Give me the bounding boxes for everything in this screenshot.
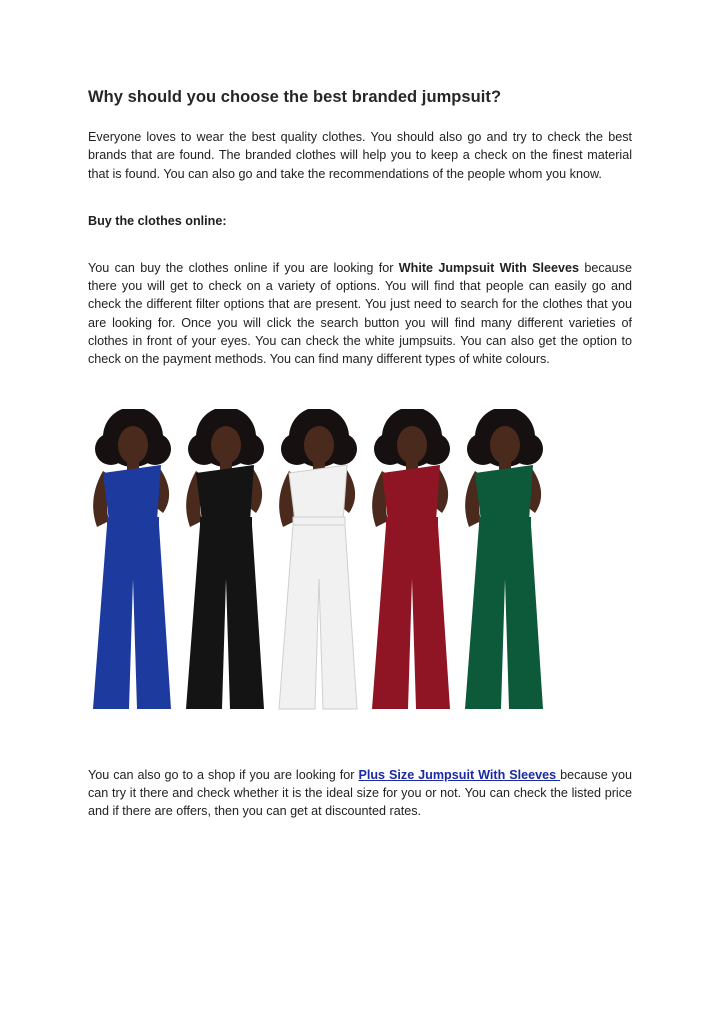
jumpsuit-product-image <box>88 409 568 719</box>
jumpsuit-trousers <box>279 525 357 709</box>
jumpsuit-belt <box>200 517 252 525</box>
model-face <box>490 426 520 464</box>
online-paragraph <box>88 259 632 369</box>
jumpsuit-belt <box>479 517 531 525</box>
shop-text-after: because you can try it there and check whether it is the ideal size for you or not. You can check the listed price and if there are offers, then you can get at discounted rates. <box>88 767 632 819</box>
jumpsuit-belt <box>107 517 159 525</box>
model-figure <box>93 409 171 709</box>
online-bold-keyword: White Jumpsuit With Sleeves <box>398 260 580 275</box>
jumpsuit-trousers <box>186 525 264 709</box>
shop-text-before: You can also go to a shop if you are looking for <box>88 767 359 782</box>
jumpsuit-belt <box>386 517 438 525</box>
online-text-before: You can buy the clothes online if you are looking for <box>88 260 399 275</box>
shop-paragraph <box>88 766 632 821</box>
jumpsuit-trousers <box>372 525 450 709</box>
jumpsuit-belt <box>293 517 345 525</box>
jumpsuit-bodice <box>289 465 347 521</box>
jumpsuit-bodice <box>196 465 254 521</box>
model-figure <box>372 409 450 709</box>
intro-paragraph: Everyone loves to wear the best quality clothes. You should also go and try to check the best brands that are found. The branded clothes will help you to keep a check on the finest material that is found. You can also go and take the recommendations of the people whom you know. <box>88 130 632 181</box>
model-figure <box>279 409 357 709</box>
article-body <box>88 88 632 821</box>
model-face <box>397 426 427 464</box>
online-text-after: because there you will get to check on a variety of options. You will find that people can easily go and check the different filter options that are present. You just need to search for the clothes that you are looking for. Once you will click the search button you will find many different varieties of clothes in front of your eyes. You can check the white jumpsuits. You can also get the option to check on the payment methods. You can find many different types of white colours. <box>88 260 632 367</box>
model-figure <box>465 409 543 709</box>
article-title: Why should you choose the best branded jumpsuit? <box>88 88 502 106</box>
jumpsuit-bodice <box>475 465 533 521</box>
jumpsuit-bodice <box>382 465 440 521</box>
model-face <box>304 426 334 464</box>
jumpsuit-bodice <box>103 465 161 521</box>
jumpsuit-trousers <box>465 525 543 709</box>
five-models-illustration <box>88 409 568 719</box>
model-face <box>211 426 241 464</box>
model-figure <box>186 409 264 709</box>
jumpsuit-trousers <box>93 525 171 709</box>
model-face <box>118 426 148 464</box>
section-heading-buy-online: Buy the clothes online: <box>88 213 227 228</box>
plus-size-jumpsuit-link[interactable]: Plus Size Jumpsuit With Sleeves <box>358 767 561 782</box>
